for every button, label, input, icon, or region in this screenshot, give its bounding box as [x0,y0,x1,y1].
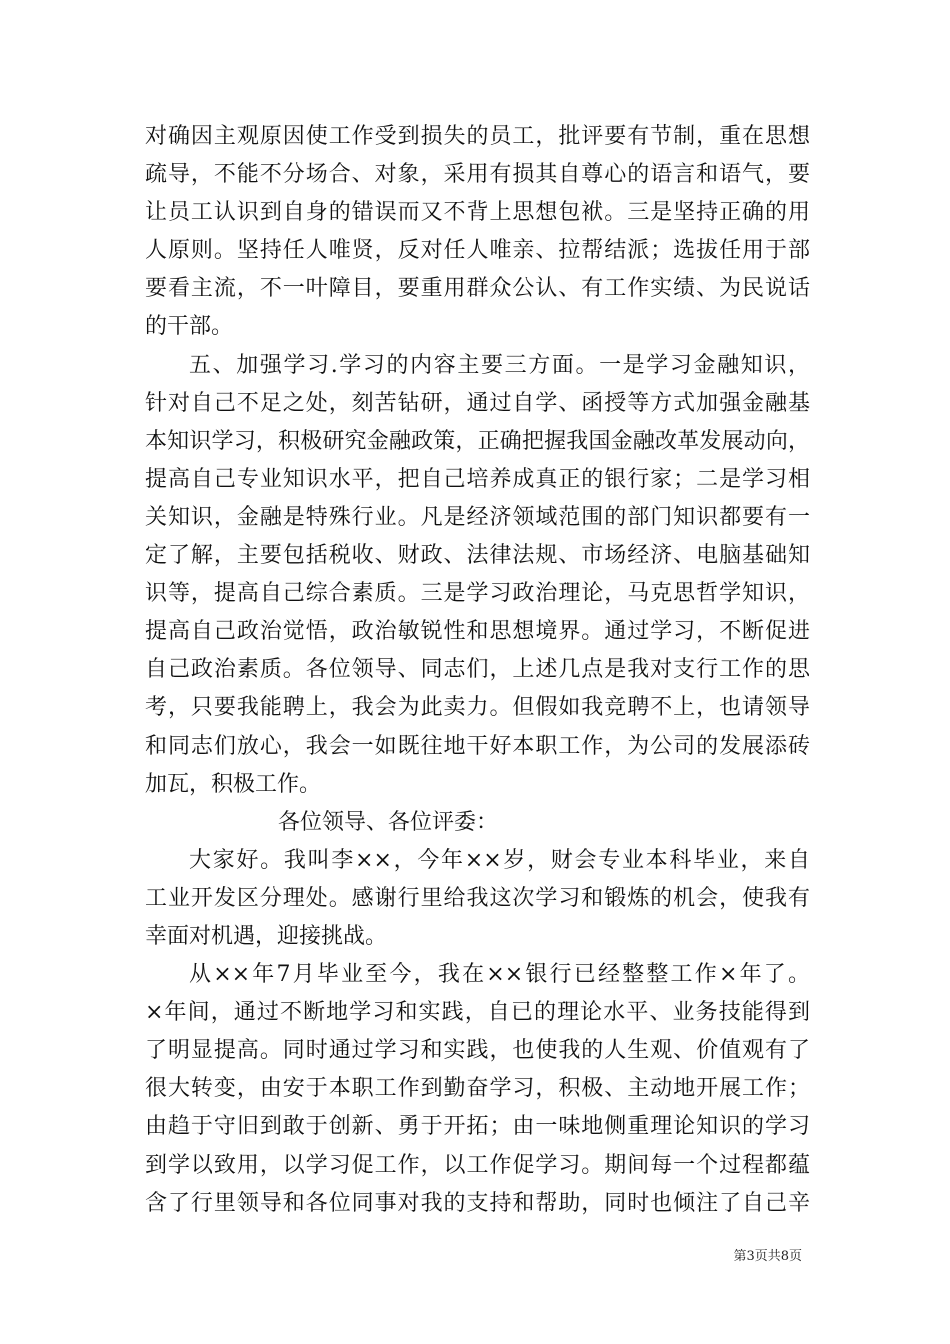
text-line: 提高自己专业知识水平，把自己培养成真正的银行家；二是学习相 [145,466,810,492]
document-body [145,118,810,1223]
text-line: 让员工认识到自身的错误而又不背上思想包袱。三是坚持正确的用 [145,200,810,226]
text-line: 含了行里领导和各位同事对我的支持和帮助，同时也倾注了自己辛 [145,1190,810,1216]
text-line: 由趋于守旧到敢于创新、勇于开拓；由一味地侧重理论知识的学习 [145,1114,810,1140]
text-line: 大家好。我叫李××，今年××岁，财会专业本科毕业，来自 [189,847,810,873]
page-number: 第3页共8页 [733,1249,802,1264]
text-line: 和同志们放心，我会一如既往地干好本职工作，为公司的发展添砖 [145,733,810,759]
text-line: 疏导，不能不分场合、对象，采用有损其自尊心的语言和语气，要 [145,162,810,188]
text-line: 很大转变，由安于本职工作到勤奋学习，积极、主动地开展工作； [145,1076,810,1102]
text-line: 加瓦，积极工作。 [145,771,322,797]
text-line: 要看主流，不一叶障目，要重用群众公认、有工作实绩、为民说话 [145,276,810,302]
text-line: 五、加强学习.学习的内容主要三方面。一是学习金融知识， [189,352,810,378]
text-line: 自己政治素质。各位领导、同志们，上述几点是我对支行工作的思 [145,657,810,683]
text-line: 的干部。 [145,314,234,340]
text-line: 对确因主观原因使工作受到损失的员工，批评要有节制，重在思想 [145,124,810,149]
text-line: 识等，提高自己综合素质。三是学习政治理论，马克思哲学知识， [145,581,810,607]
text-line: 到学以致用，以学习促工作，以工作促学习。期间每一个过程都蕴 [145,1152,810,1178]
text-line: 本知识学习，积极研究金融政策，正确把握我国金融改革发展动向， [145,428,810,454]
salutation-line: 各位领导、各位评委： [278,809,499,835]
text-line: 从××年7月毕业至今，我在××银行已经整整工作×年了。 [189,962,810,988]
text-line: 考，只要我能聘上，我会为此卖力。但假如我竞聘不上，也请领导 [145,695,810,721]
text-line: 人原则。坚持任人唯贤，反对任人唯亲、拉帮结派；选拔任用于部 [145,238,810,264]
text-line: 定了解，主要包括税收、财政、法律法规、市场经济、电脑基础知 [145,543,810,569]
text-line: 提高自己政治觉悟，政治敏锐性和思想境界。通过学习，不断促进 [145,619,810,645]
text-line: 关知识，金融是特殊行业。凡是经济领域范围的部门知识都要有一 [145,504,810,530]
text-line: 幸面对机遇，迎接挑战。 [145,923,388,949]
text-line: ×年间，通过不断地学习和实践，自已的理论水平、业务技能得到 [145,1000,810,1026]
text-line: 工业开发区分理处。感谢行里给我这次学习和锻炼的机会，使我有 [145,885,810,911]
text-line: 了明显提高。同时通过学习和实践，也使我的人生观、价值观有了 [145,1038,810,1064]
text-line: 针对自己不足之处，刻苦钻研，通过自学、函授等方式加强金融基 [145,390,810,416]
